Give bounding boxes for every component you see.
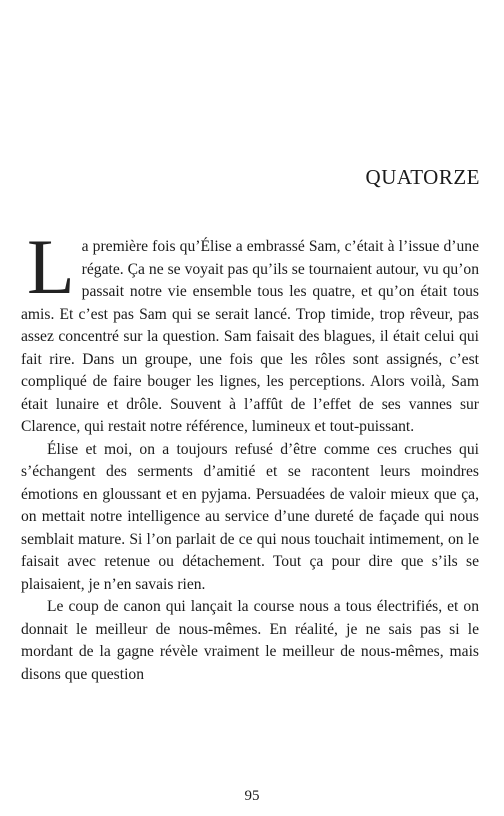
drop-cap-letter: L — [27, 223, 75, 310]
paragraph-3: Le coup de canon qui lançait la course nous a tous électrifiés, et on donnait le meilleur de nous-mêmes. En réalité, je ne sais pas si le mordant de la gagne révèle vraiment le meilleur de nous-mêmes, mais disons que question — [21, 598, 479, 683]
chapter-title: QUATORZE — [365, 165, 480, 189]
paragraph-1-text: a première fois qu’Élise a embrassé Sam, c’était à l’issue d’une régate. Ça ne se voyait pas qu’ils se tournaient autour, vu qu’on passait notre vie ensemble tous les quatre, et qu’on était tous amis. Et c’est pas Sam qui se serait lancé. Trop timide, trop rêveur, pas assez concentré sur la question. Sam faisait des blagues, il était celui qui fait rire. Dans un groupe, une fois que les rôles sont assignés, c’est compliqué de faire bouger les lignes, les perceptions. Alors voilà, Sam était lunaire et drôle. Souvent à l’affût de l’effet de ses vannes sur Clarence, qui restait notre référence, lumineux et tout-puissant. — [21, 238, 479, 435]
page-number: 95 — [244, 788, 260, 804]
paragraph-2: Élise et moi, on a toujours refusé d’être comme ces cruches qui s’échangent des serments d’amitié et se racontent leurs moindres émotions en gloussant et en pyjama. Persuadées de valoir mieux que ça, on mettait notre intelligence au service d’une dureté de façade qui nous semblait mature. Si l’on parlait de ce qui nous touchait intimement, on le faisait avec retenue ou détachement. Tout ça pour dire que s’ils se plaisaient, je n’en savais rien. — [21, 440, 479, 593]
body-text — [21, 223, 479, 686]
paragraph-1 — [21, 223, 479, 439]
